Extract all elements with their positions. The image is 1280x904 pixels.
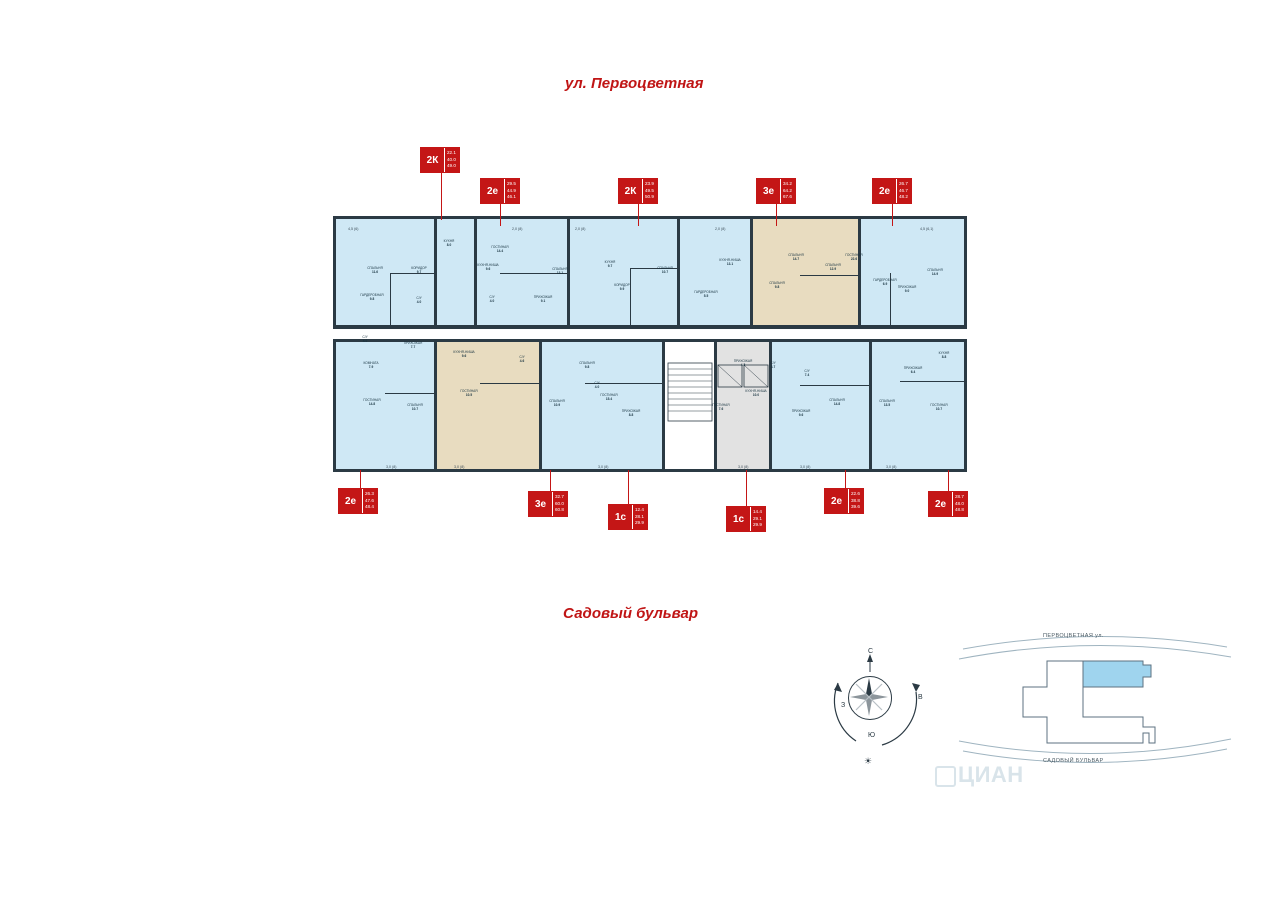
callout-area-l3: 29.9 <box>635 520 644 526</box>
callout-type: 1с <box>614 511 627 523</box>
callout-area-l2: 49.5 <box>645 187 654 193</box>
room-area: 14.8 <box>368 402 376 406</box>
leader-line <box>948 470 949 491</box>
room-area: 14.8 <box>833 402 841 406</box>
room-area: 4.0 <box>594 385 600 389</box>
wall <box>964 216 967 329</box>
room-label <box>435 239 463 247</box>
callout-area-l1: 34.2 <box>783 181 792 187</box>
apartment-callout-b4[interactable] <box>756 178 796 204</box>
wall <box>435 339 437 472</box>
sun-icon: ☀ <box>864 756 873 766</box>
callout-area-l2: 38.8 <box>851 497 860 503</box>
room-name: СПАЛЬНЯ <box>549 399 565 403</box>
callout-type: 2е <box>934 498 947 510</box>
callout-type: 1с <box>732 513 745 525</box>
street-label-bottom: Садовый бульвар <box>563 605 699 622</box>
room-name: СПАЛЬНЯ <box>552 267 568 271</box>
leader-line <box>550 470 551 491</box>
room-label <box>596 260 624 268</box>
leader-line <box>638 204 639 226</box>
callout-area-l1: 32.7 <box>555 494 564 500</box>
callout-area-l1: 12.4 <box>635 507 644 513</box>
callout-type: 2К <box>624 185 637 197</box>
callout-area-l1: 14.4 <box>753 509 762 515</box>
partition <box>900 381 967 382</box>
callout-area-l1: 26.3 <box>365 491 374 497</box>
watermark-icon <box>935 766 956 787</box>
partition <box>385 393 435 394</box>
callout-area-l3: 46.1 <box>507 194 516 200</box>
room-label <box>470 263 506 271</box>
room-label <box>614 409 648 417</box>
room-area: 4.5 <box>740 363 746 367</box>
room-label <box>592 393 626 401</box>
unit-dimension-label: 3,0 (8) <box>738 465 749 469</box>
room-area: 11.6 <box>371 270 379 274</box>
room-label <box>688 290 724 298</box>
street-label-top: ул. Первоцветная <box>565 75 704 92</box>
unit-dimension-label: 3,0 (8) <box>800 465 811 469</box>
partition <box>480 383 540 384</box>
key-plan-street-bottom: САДОВЫЙ БУЛЬВАР <box>1043 758 1104 764</box>
room-name: ПРИХОЖАЯ <box>733 359 753 363</box>
room-name: КУХНЯ-НИША <box>745 389 767 393</box>
room-name: ГОСТИНАЯ <box>491 245 509 249</box>
room-name: СПАЛЬНЯ <box>579 361 595 365</box>
room-name: С/У <box>804 369 810 373</box>
callout-type: 2е <box>830 495 843 507</box>
room-label <box>796 369 818 377</box>
room-label <box>918 268 952 276</box>
apartment-callout-b3[interactable] <box>618 178 658 204</box>
callout-area-l3: 48.2 <box>899 194 908 200</box>
callout-type: 3е <box>762 185 775 197</box>
room-name: ПРИХОЖАЯ <box>533 295 553 299</box>
unit-dimension-label: 3,0 (8) <box>454 465 465 469</box>
partition <box>800 275 859 276</box>
apartment-callout-b5[interactable] <box>872 178 912 204</box>
callout-area-l3: 48.4 <box>365 504 374 510</box>
room-area: 3.7 <box>770 365 776 369</box>
callout-area-l1: 23.9 <box>645 181 654 187</box>
room-label <box>452 389 486 397</box>
callout-area-l2: 64.2 <box>783 187 792 193</box>
room-name: С/У <box>362 335 368 339</box>
unit-dimension-label: 4,5 (6,1) <box>920 227 934 231</box>
room-area: 6.9 <box>882 282 888 286</box>
room-label <box>398 341 428 349</box>
room-name: КУХНЯ-НИША <box>453 350 475 354</box>
room-label <box>922 403 956 411</box>
room-area: 6.4 <box>910 370 916 374</box>
room-label <box>836 253 872 261</box>
apartment-callout-b1[interactable] <box>420 147 460 173</box>
room-name: СПАЛЬНЯ <box>407 403 423 407</box>
apartment-callout-b9[interactable] <box>726 506 766 532</box>
room-label <box>890 285 924 293</box>
partition <box>630 268 631 329</box>
room-area: 13.1 <box>726 262 734 266</box>
room-name: ГОСТИНАЯ <box>460 389 478 393</box>
callout-area-l3: 50.9 <box>645 194 654 200</box>
wall <box>475 216 477 329</box>
room-name: С/У <box>770 361 776 365</box>
room-label <box>402 266 436 274</box>
callout-type: 2е <box>344 495 357 507</box>
room-label <box>762 361 784 369</box>
unit-dimension-label: 2,0 (8) <box>512 227 523 231</box>
room-label <box>820 398 854 406</box>
callout-areas <box>848 489 863 513</box>
room-label <box>510 355 534 363</box>
room-label <box>542 267 578 275</box>
callout-area-l2: 47.6 <box>365 497 374 503</box>
floorplan-drawing <box>330 213 970 475</box>
compass-north-label: С <box>868 648 874 655</box>
room-area: 10.9 <box>553 403 561 407</box>
callout-type: 2е <box>486 185 499 197</box>
room-label <box>728 359 758 367</box>
room-name: ПРИХОЖАЯ <box>403 341 423 345</box>
room-label <box>586 381 608 389</box>
callout-areas <box>362 489 377 513</box>
room-name: СПАЛЬНЯ <box>829 398 845 402</box>
compass-west-label: З <box>841 702 846 709</box>
room-label <box>354 398 390 406</box>
room-name: СПАЛЬНЯ <box>825 263 841 267</box>
room-name: ГОСТИНАЯ <box>845 253 863 257</box>
partition <box>390 273 391 329</box>
room-name: КУХНЯ <box>604 260 616 264</box>
callout-areas <box>750 507 765 531</box>
key-plan <box>955 625 1235 775</box>
room-name: ГАРДЕРОБНАЯ <box>360 293 384 297</box>
room-area: 7.9 <box>368 365 374 369</box>
unit-dimension-label: 3,0 (8) <box>598 465 609 469</box>
leader-line <box>628 470 629 504</box>
callout-areas <box>642 179 657 203</box>
room-area: 4.6 <box>519 359 525 363</box>
room-area: 9.7 <box>416 270 422 274</box>
room-name: КУХНЯ-НИША <box>719 258 741 262</box>
room-label <box>896 366 930 374</box>
apartment-callout-b8[interactable] <box>608 504 648 530</box>
room-label <box>760 281 794 289</box>
room-name: С/У <box>489 295 495 299</box>
callout-area-l1: 28.7 <box>955 494 964 500</box>
room-area: 9.8 <box>774 285 780 289</box>
room-area: 12.9 <box>829 267 837 271</box>
room-area: 4.0 <box>362 339 368 343</box>
room-name: ГАРДЕРОБНАЯ <box>694 290 718 294</box>
room-area: 9.1 <box>540 299 546 303</box>
room-label <box>712 258 748 266</box>
room-name: СПАЛЬНЯ <box>769 281 785 285</box>
room-area: 14.4 <box>496 249 504 253</box>
callout-area-l3: 67.6 <box>783 194 792 200</box>
room-label <box>352 361 390 369</box>
apartment-block-highlight[interactable] <box>751 216 859 328</box>
apartment-callout-b7[interactable] <box>528 491 568 517</box>
leader-line <box>360 470 361 488</box>
room-area: 10.7 <box>935 407 943 411</box>
leader-line <box>776 204 777 226</box>
room-area: 7.4 <box>804 373 810 377</box>
room-area: 4.0 <box>416 300 422 304</box>
callout-areas <box>896 179 911 203</box>
room-name: ГАРДЕРОБНАЯ <box>873 278 897 282</box>
room-name: ПРИХОЖАЯ <box>903 366 923 370</box>
room-name: КУХНЯ <box>443 239 455 243</box>
room-name: С/У <box>594 381 600 385</box>
unit-dimension-label: 4,5 (6) <box>348 227 359 231</box>
callout-areas <box>504 179 519 203</box>
callout-area-l3: 60.8 <box>555 507 564 513</box>
room-area: 9.6 <box>798 413 804 417</box>
room-area: 9.7 <box>607 264 613 268</box>
callout-areas <box>780 179 795 203</box>
key-plan-drawing <box>955 625 1235 775</box>
key-plan-street-top: ПЕРВОЦВЕТНАЯ ул. <box>1043 633 1104 639</box>
room-name: ПРИХОЖАЯ <box>897 285 917 289</box>
callout-area-l2: 60.0 <box>555 500 564 506</box>
room-label <box>648 266 682 274</box>
leader-line <box>892 204 893 226</box>
room-label <box>738 389 774 397</box>
room-area: 13.5 <box>883 403 891 407</box>
leader-line <box>746 470 747 506</box>
room-label <box>446 350 482 358</box>
callout-area-l2: 28.1 <box>635 513 644 519</box>
room-label <box>482 245 518 253</box>
room-area: 8.0 <box>446 243 452 247</box>
room-label <box>481 295 503 303</box>
wall <box>333 325 967 329</box>
callout-area-l2: 46.7 <box>899 187 908 193</box>
room-name: СПАЛЬНЯ <box>367 266 383 270</box>
partition <box>800 385 870 386</box>
compass-arc-icon <box>820 648 940 758</box>
room-area: 4.0 <box>489 299 495 303</box>
leader-line <box>441 173 442 220</box>
callout-area-l3: 48.8 <box>955 507 964 513</box>
callout-areas <box>444 148 459 172</box>
callout-area-l1: 22.1 <box>447 150 456 156</box>
room-label <box>570 361 604 369</box>
unit-dimension-label: 2,0 (8) <box>575 227 586 231</box>
callout-area-l3: 39.6 <box>851 504 860 510</box>
callout-area-l2: 48.0 <box>955 500 964 506</box>
room-name: ГОСТИНАЯ <box>363 398 381 402</box>
room-name: СПАЛЬНЯ <box>879 399 895 403</box>
room-name: ГОСТИНАЯ <box>600 393 618 397</box>
compass-south-label: Ю <box>868 732 876 739</box>
room-name: СПАЛЬНЯ <box>657 266 673 270</box>
apartment-callout-b2[interactable] <box>480 178 520 204</box>
room-area: 14.7 <box>792 257 800 261</box>
room-name: ПРИХОЖАЯ <box>621 409 641 413</box>
room-name: ПРИХОЖАЯ <box>791 409 811 413</box>
room-label <box>355 266 395 274</box>
wall <box>859 216 861 329</box>
apartment-callout-b6[interactable] <box>338 488 378 514</box>
room-area: 9.6 <box>461 354 467 358</box>
room-area: 15.4 <box>605 397 613 401</box>
compass-east-label: В <box>918 694 923 701</box>
room-name: ГОСТИНАЯ <box>930 403 948 407</box>
watermark-text: ЦИАН <box>958 762 1024 787</box>
room-name: КОРИДОР <box>411 266 427 270</box>
room-area: 10.7 <box>411 407 419 411</box>
callout-area-l2: 44.9 <box>507 187 516 193</box>
leader-line <box>500 204 501 226</box>
unit-dimension-label: 2,0 (8) <box>715 227 726 231</box>
unit-dimension-label: 3,0 (8) <box>886 465 897 469</box>
room-label <box>816 263 850 271</box>
callout-area-l3: 29.9 <box>753 522 762 528</box>
room-label <box>778 253 814 261</box>
apartment-block[interactable] <box>678 216 751 328</box>
room-area: 9.6 <box>485 267 491 271</box>
apartment-block[interactable] <box>770 341 870 472</box>
unit-dimension-label: 3,0 (8) <box>386 465 397 469</box>
room-label <box>398 403 432 411</box>
room-label <box>526 295 560 303</box>
room-label <box>354 335 376 343</box>
callout-area-l3: 49.0 <box>447 163 456 169</box>
room-area: 8.8 <box>941 355 947 359</box>
room-area: 9.9 <box>619 287 625 291</box>
room-name: КОРИДОР <box>614 283 630 287</box>
room-label <box>352 293 392 301</box>
callout-areas <box>552 492 567 516</box>
callout-type: 2е <box>878 185 891 197</box>
room-name: КОМНАТА <box>363 361 379 365</box>
callout-area-l2: 29.1 <box>753 515 762 521</box>
room-area: 14.9 <box>931 272 939 276</box>
room-name: СПАЛЬНЯ <box>788 253 804 257</box>
callout-type: 3е <box>534 498 547 510</box>
room-name: КУХНЯ <box>938 351 950 355</box>
apartment-block[interactable] <box>435 216 475 328</box>
room-name: СПАЛЬНЯ <box>927 268 943 272</box>
apartment-callout-b11[interactable] <box>928 491 968 517</box>
callout-type: 2К <box>426 154 439 166</box>
room-label <box>704 403 738 411</box>
room-area: 9.8 <box>584 365 590 369</box>
callout-area-l1: 22.6 <box>851 491 860 497</box>
room-area: 10.5 <box>465 393 473 397</box>
room-name: ГОСТИНАЯ <box>712 403 730 407</box>
leader-line <box>845 470 846 488</box>
callout-area-l1: 29.5 <box>507 181 516 187</box>
compass-rose <box>820 648 940 773</box>
room-label <box>784 409 818 417</box>
callout-area-l2: 40.0 <box>447 156 456 162</box>
room-area: 8.8 <box>628 413 634 417</box>
callout-areas <box>952 492 967 516</box>
room-area: 9.0 <box>904 289 910 293</box>
room-label <box>540 399 574 407</box>
room-area: 5.5 <box>703 294 709 298</box>
staircase-icon <box>664 361 716 423</box>
wall <box>751 216 753 329</box>
room-name: С/У <box>519 355 525 359</box>
callout-areas <box>632 505 647 529</box>
room-area: 13.1 <box>556 271 564 275</box>
room-label <box>408 296 430 304</box>
callout-area-l1: 26.7 <box>899 181 908 187</box>
wall <box>333 216 336 329</box>
room-name: КУХНЯ-НИША <box>477 263 499 267</box>
wall <box>333 216 967 219</box>
room-label <box>606 283 638 291</box>
room-area: 10.0 <box>752 393 760 397</box>
wall <box>964 339 967 472</box>
room-name: С/У <box>416 296 422 300</box>
room-area: 10.7 <box>661 270 669 274</box>
wall <box>333 339 336 472</box>
room-area: 9.8 <box>369 297 375 301</box>
room-area: 7.7 <box>410 345 416 349</box>
room-area: 22.6 <box>850 257 858 261</box>
room-area: 7.6 <box>718 407 724 411</box>
room-label <box>870 399 904 407</box>
apartment-callout-b10[interactable] <box>824 488 864 514</box>
room-label <box>930 351 958 359</box>
